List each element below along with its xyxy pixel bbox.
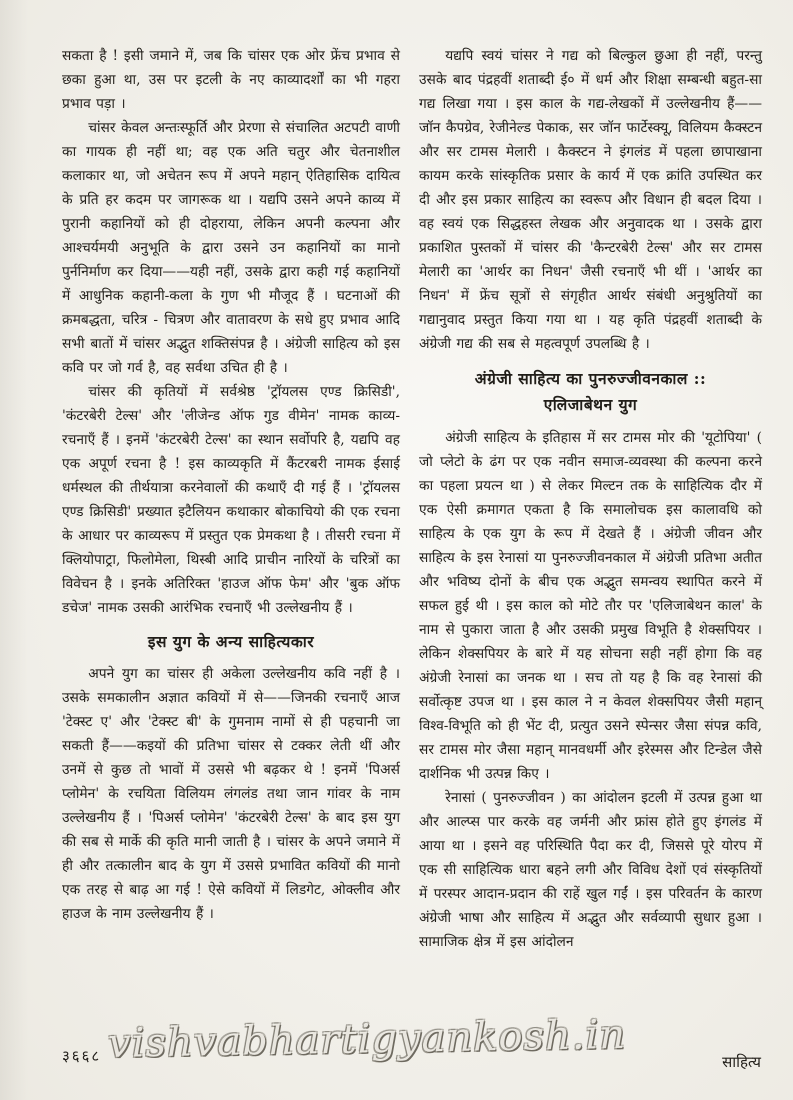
section-heading-other-writers: इस युग के अन्य साहित्यकार [147, 632, 315, 651]
left-column [62, 44, 400, 954]
heading-line-1: अंग्रेजी साहित्य का पुनरुज्जीवनकाल :: [474, 369, 707, 388]
paragraph-renaissance-movement: रेनासां ( पुनरुज्जीवन ) का आंदोलन इटली में उत्पन्न हुआ था और आल्प्स पार करके वह जर्मनी और फ्रांस होते हुए इंगलंड में आया था । इसने वह परिस्थिति पैदा कर दी, जिससे पूरे योरप में एक सी साहित्यिक धारा बहने लगी और विविध देशों एवं संस्कृतियों में परस्पर आदान-प्रदान की राहें खुल गईं । इस परिवर्तन के कारण अंग्रेजी भाषा और साहित्य में अद्भुत और सर्वव्यापी सुधार हुआ । सामाजिक क्षेत्र में इस आंदोलन [419, 790, 762, 950]
paragraph-continuation: सकता है ! इसी जमाने में, जब कि चांसर एक ओर फ्रेंच प्रभाव से छका हुआ था, उस पर इटली के नए काव्यादर्शों का भी गहरा प्रभाव पड़ा । [62, 48, 400, 112]
heading-line-2: एलिजाबेथन युग [543, 395, 638, 414]
page-number: ३६६८ [62, 1047, 102, 1065]
section-heading-renaissance [419, 366, 762, 418]
right-column [419, 44, 762, 954]
paragraph-prose-writers: यद्यपि स्वयं चांसर ने गद्य को बिल्कुल छुआ ही नहीं, परन्तु उसके बाद पंद्रहवीं शताब्दी ई० में धर्म और शिक्षा सम्बन्धी बहुत-सा गद्य लिखा गया । इस काल के गद्य-लेखकों में उल्लेखनीय हैं——जॉन कैपग्रेव, रेजीनेल्ड पेकाक, सर जॉन फार्टेस्क्यू, विलियम कैक्स्टन और सर टामस मेलारी । कैक्स्टन ने इंगलंड में पहला छापाखाना कायम करके सांस्कृतिक प्रसार के कार्य में एक क्रांति उपस्थित कर दी और इस प्रकार साहित्य का स्वरूप और विधान ही बदल दिया । वह स्वयं एक सिद्धहस्त लेखक और अनुवादक था । उसके द्वारा प्रकाशित पुस्तकों में चांसर की 'कैन्टरबेरी टेल्स' और सर टामस मेलारी का 'आर्थर का निधन' जैसी रचनाएँ भी थीं । 'आर्थर का निधन' में फ्रेंच सूत्रों से संगृहीत आर्थर संबंधी अनुश्रुतियों का गद्यानुवाद प्रस्तुत किया गया था । यह कृति पंद्रहवीं शताब्दी के अंग्रेजी गद्य की सब से महत्वपूर्ण उपलब्धि है । [419, 48, 762, 352]
text-columns [62, 44, 762, 954]
running-footer-section-label: साहित्य [722, 1053, 761, 1071]
paragraph-contemporaries: अपने युग का चांसर ही अकेला उल्लेखनीय कवि नहीं है । उसके समकालीन अज्ञात कवियों में से——जिनकी रचनाएँ आज 'टेक्स्ट ए' और 'टेक्स्ट बी' के गुमनाम नामों से ही पहचानी जा सकती हैं——कइयों की प्रतिभा चांसर से टक्कर लेती थीं और उनमें से कुछ तो भावों में उससे भी बढ़कर थे ! इनमें 'पिअर्स प्लोमेन' के रचयिता विलियम लंगलंड तथा जान गांवर के नाम उल्लेखनीय हैं । 'पिअर्स प्लोमेन' 'कंटरबेरी टेल्स' के बाद इस युग की सब से मार्के की कृति मानी जाती है । चांसर के अपने जमाने में ही और तत्कालीन बाद के युग में उससे प्रभावित कवियों की मानो एक तरह से बाढ़ आ गई ! ऐसे कवियों में लिडगेट, ओक्लीव और हाउज के नाम उल्लेखनीय हैं । [62, 666, 400, 922]
paragraph-chaucer-works: चांसर की कृतियों में सर्वश्रेष्ठ 'ट्रॉयलस एण्ड क्रिसिडी', 'कंटरबेरी टेल्स' और 'लीजेन्ड ऑफ गुड वीमेन' नामक काव्य-रचनाएँ हैं । इनमें 'कंटरबेरी टेल्स' का स्थान सर्वोपरि है, यद्यपि वह एक अपूर्ण रचना है ! इस काव्यकृति में कैंटरबरी नामक ईसाई धर्मस्थल की तीर्थयात्रा करनेवालों की कथाएँ दी गई हैं । 'ट्रॉयलस एण्ड क्रिसिडी' प्रख्यात इटैलियन कथाकार बोकाचियो की एक रचना के आधार पर काव्यरूप में प्रस्तुत एक प्रेमकथा है । तीसरी रचना में क्लियोपाट्रा, फिलोमेला, थिस्बी आदि प्राचीन नारियों के चरित्रों का विवेचन है । इनके अतिरिक्त 'हाउज ऑफ फेम' और 'बुक ऑफ डचेज' नामक उसकी आरंभिक रचनाएँ भी उल्लेखनीय हैं । [62, 384, 400, 616]
paragraph-chaucer-artistry: चांसर केवल अन्तःस्फूर्ति और प्रेरणा से संचालित अटपटी वाणी का गायक ही नहीं था; वह एक अति चतुर और चेतनाशील कलाकार था, जो अचेतन रूप में अपने महान् ऐतिहासिक दायित्व के प्रति हर कदम पर जागरूक था । यद्यपि उसने अपने काव्य में पुरानी कहानियों को ही दोहराया, लेकिन अपनी कल्पना और आश्चर्यमयी अनुभूति के द्वारा उसने उन कहानियों का मानो पुर्ननिर्माण कर दिया——यही नहीं, उसके द्वारा कही गई कहानियों में आधुनिक कहानी-कला के गुण भी मौजूद हैं । घटनाओं की क्रमबद्धता, चरित्र - चित्रण और वातावरण के सधे हुए प्रभाव आदि सभी बातों में चांसर अद्भुत शक्तिसंपन्न है । अंग्रेजी साहित्य को इस कवि पर जो गर्व है, वह सर्वथा उचित ही है । [62, 120, 400, 376]
watermark-text: vishvabhartigyankosh.in [107, 1011, 627, 1067]
paragraph-elizabethan-era: अंग्रेजी साहित्य के इतिहास में सर टामस मोर की 'यूटोपिया' ( जो प्लेटो के ढंग पर एक नवीन समाज-व्यवस्था की कल्पना करने का पहला प्रयत्न था ) से लेकर मिल्टन तक के साहित्यिक दौर में एक ऐसी क्रमागत एकता है कि समालोचक इस कालावधि को साहित्य के एक युग के रूप में देखते हैं । अंग्रेजी जीवन और साहित्य के इस रेनासां या पुनरुज्जीवनकाल में अंग्रेजी प्रतिभा अतीत और भविष्य दोनों के बीच एक अद्भुत समन्वय स्थापित करने में सफल हुई थी । इस काल को मोटे तौर पर 'एलिजाबेथन काल' के नाम से पुकारा जाता है और उसकी प्रमुख विभूति है शेक्सपियर । लेकिन शेक्सपियर के बारे में यह सोचना सही नहीं होगा कि वह अंग्रेजी रेनासां का जनक था । सच तो यह है कि वह रेनासां की सर्वोत्कृष्ट उपज था । इस काल ने न केवल शेक्सपियर जैसी महान् विश्व-विभूति को ही भेंट दी, प्रत्युत उसने स्पेन्सर जैसा संपन्न कवि, सर टामस मोर जैसा महान् मानवधर्मी और इरेस्मस और टिन्डेल जैसे दार्शनिक भी उत्पन्न किए । [419, 430, 762, 782]
